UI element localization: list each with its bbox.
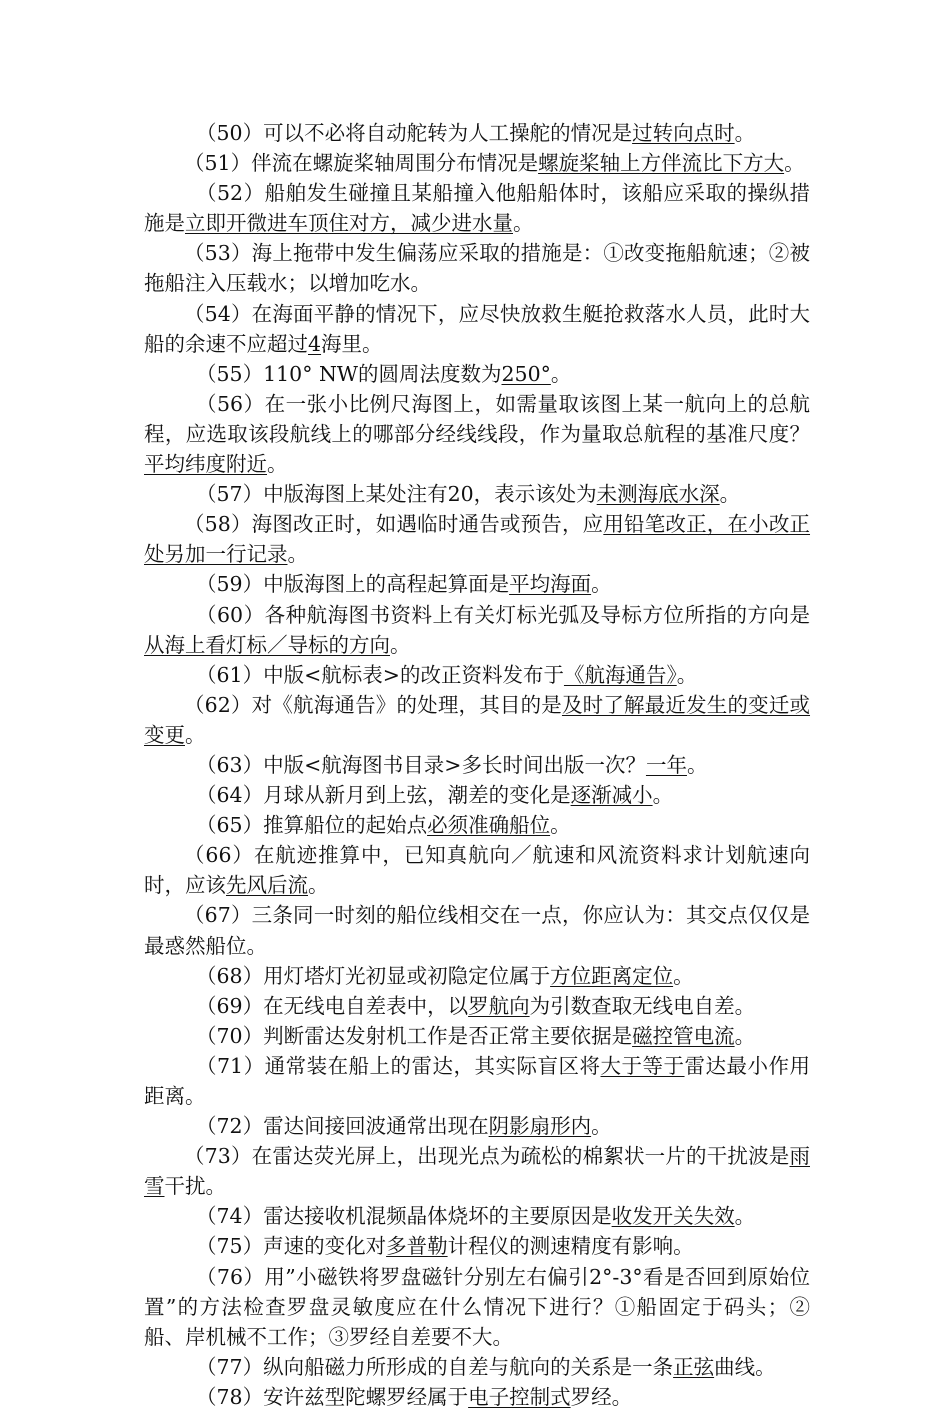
answer: 平均海面 xyxy=(509,572,592,597)
item-71: （71）通常装在船上的雷达，其实际盲区将大于等于雷达最小作用距离。 xyxy=(144,1053,811,1108)
item-62: （62）对《航海通告》的处理，其目的是及时了解最近发生的变迁或变更。 xyxy=(144,692,811,747)
answer: 阴影扇形内 xyxy=(488,1114,592,1139)
answer: 多普勒 xyxy=(386,1234,448,1259)
item-50: （50）可以不必将自动舵转为人工操舵的情况是过转向点时。 xyxy=(196,121,756,145)
answer: 正弦 xyxy=(673,1354,715,1379)
item-70: （70）判断雷达发射机工作是否正常主要依据是磁控管电流。 xyxy=(196,1023,756,1048)
answer: 罗航向 xyxy=(468,993,530,1018)
item-59: （59）中版海图上的高程起算面是平均海面。 xyxy=(196,572,612,597)
answer: 电子控制式 xyxy=(468,1384,571,1409)
answer: 逐渐减小 xyxy=(570,783,653,808)
item-67: （67）三条同一时刻的船位线相交在一点，你应认为：其交点仅仅是最惑然船位。 xyxy=(144,903,810,958)
item-56: （56）在一张小比例尺海图上，如需量取该图上某一航向上的总航程，应选取该段航线上的哪部分经线线段，作为量取总航程的基准尺度？平均纬度附近。 xyxy=(144,391,810,477)
item-78: （78）安许兹型陀螺罗经属于电子控制式罗经。 xyxy=(196,1384,633,1409)
item-77: （77）纵向船磁力所形成的自差与航向的关系是一条正弦曲线。 xyxy=(196,1354,776,1379)
answer: 立即开微进车顶住对方，减少进水量 xyxy=(185,211,513,236)
answer: 4 xyxy=(308,331,322,356)
answer: 及时了解最近发生的变迁或变更 xyxy=(144,692,811,747)
item-55: （55）110° NW的圆周法度数为250°。 xyxy=(196,361,572,386)
answer: 方位距离定位 xyxy=(550,963,674,988)
answer: 大于等于 xyxy=(600,1053,685,1078)
item-61: （61）中版<航标表>的改正资料发布于《航海通告》。 xyxy=(196,662,698,687)
answer: 必须准确船位 xyxy=(427,813,551,838)
item-69: （69）在无线电自差表中，以罗航向为引数查取无线电自差。 xyxy=(196,993,756,1018)
answer: 先风后流 xyxy=(226,873,308,898)
item-57: （57）中版海图上某处注有20，表示该处为未测海底水深。 xyxy=(196,482,741,507)
item-66: （66）在航迹推算中，已知真航向／航速和风流资料求计划航速向时，应该先风后流。 xyxy=(144,843,810,898)
answer: 过转向点时 xyxy=(632,121,735,145)
item-54: （54）在海面平静的情况下，应尽快放救生艇抢救落水人员，此时大船的余速不应超过4海里。 xyxy=(144,301,810,356)
answer: 从海上看灯标／导标的方向 xyxy=(144,632,390,657)
item-72: （72）雷达间接回波通常出现在阴影扇形内。 xyxy=(196,1114,612,1139)
answer: 雨雪 xyxy=(144,1144,810,1199)
answer: 250° xyxy=(501,361,551,386)
document-page xyxy=(144,118,810,1412)
item-51: （51）伴流在螺旋桨轴周围分布情况是螺旋桨轴上方伴流比下方大。 xyxy=(184,151,805,176)
item-65: （65）推算船位的起始点必须准确船位。 xyxy=(196,813,571,838)
item-58: （58）海图改正时，如遇临时通告或预告，应用铅笔改正，在小改正处另加一行记录。 xyxy=(144,512,811,567)
answer: 用铅笔改正，在小改正处另加一行记录 xyxy=(144,512,811,567)
item-52: （52）船舶发生碰撞且某船撞入他船船体时，该船应采取的操纵措施是立即开微进车顶住对方，减少进水量。 xyxy=(144,181,810,236)
item-74: （74）雷达接收机混频晶体烧坏的主要原因是收发开关失效。 xyxy=(196,1204,756,1229)
item-63: （63）中版<航海图书目录>多长时间出版一次？一年。 xyxy=(196,752,708,777)
item-76: （76）用”小磁铁将罗盘磁针分别左右偏引2°-3°看是否回到原始位置”的方法检查罗盘灵敏度应在什么情况下进行？①船固定于码头；②船、岸机械不工作；③罗经自差要不大。 xyxy=(144,1264,810,1349)
item-60: （60）各种航海图书资料上有关灯标光弧及导标方位所指的方向是从海上看灯标／导标的方向。 xyxy=(144,602,810,657)
answer: 平均纬度附近 xyxy=(144,452,267,477)
answer: 收发开关失效 xyxy=(611,1204,735,1229)
item-73: （73）在雷达荧光屏上，出现光点为疏松的棉絮状一片的干扰波是雨雪干扰。 xyxy=(144,1144,810,1199)
item-64: （64）月球从新月到上弦，潮差的变化是逐渐减小。 xyxy=(196,783,674,808)
answer: 未测海底水深 xyxy=(596,482,720,507)
item-68: （68）用灯塔灯光初显或初隐定位属于方位距离定位。 xyxy=(196,963,694,988)
answer: 螺旋桨轴上方伴流比下方大 xyxy=(538,151,785,176)
item-53: （53）海上拖带中发生偏荡应采取的措施是：①改变拖船航速；②被拖船注入压载水；以增加吃水。 xyxy=(144,241,810,296)
item-75: （75）声速的变化对多普勒计程仪的测速精度有影响。 xyxy=(196,1234,694,1259)
answer: 《航海通告》 xyxy=(563,662,677,687)
answer: 一年 xyxy=(645,752,687,777)
answer: 磁控管电流 xyxy=(632,1023,735,1048)
